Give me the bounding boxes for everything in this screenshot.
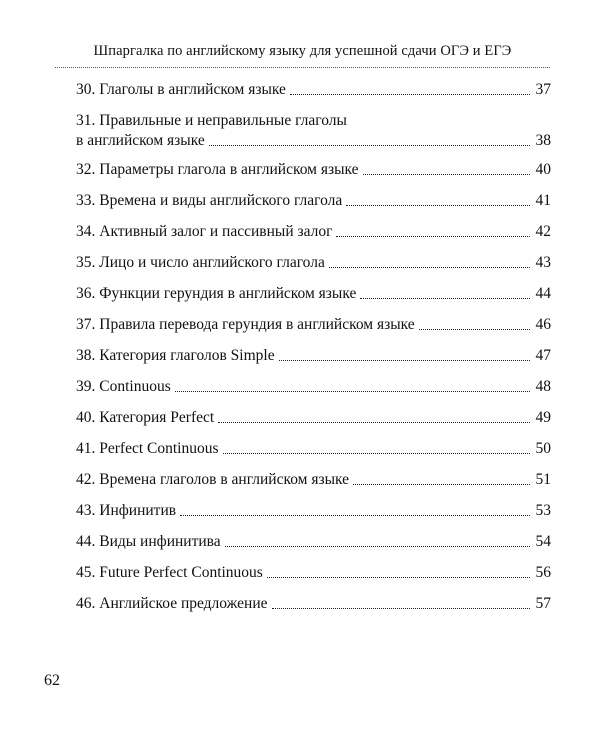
toc-leader-dots bbox=[336, 236, 529, 237]
toc-leader-dots bbox=[175, 391, 530, 392]
toc-leader-dots bbox=[363, 174, 530, 175]
toc-entry-page: 51 bbox=[535, 471, 551, 488]
toc-leader-dots bbox=[290, 94, 530, 95]
toc-entry bbox=[76, 594, 551, 614]
toc-entry bbox=[76, 470, 551, 490]
toc-entry-page: 49 bbox=[535, 409, 551, 426]
toc-entry-page: 41 bbox=[535, 192, 551, 209]
toc-entry bbox=[76, 501, 551, 521]
toc-entry bbox=[76, 377, 551, 397]
toc-entry bbox=[76, 111, 551, 151]
toc-entry bbox=[76, 439, 551, 459]
toc-leader-dots bbox=[225, 546, 530, 547]
toc-entry-page: 46 bbox=[535, 316, 551, 333]
toc-entry-title: 34. Активный залог и пассивный залог bbox=[76, 223, 333, 240]
toc-leader-dots bbox=[218, 422, 529, 423]
toc-entry-title: 30. Глаголы в английском языке bbox=[76, 81, 286, 98]
toc-entry-title: 36. Функции герундия в английском языке bbox=[76, 285, 357, 302]
toc-entry-title: 37. Правила перевода герундия в английском языке bbox=[76, 316, 415, 333]
toc-entry-title: 44. Виды инфинитива bbox=[76, 533, 221, 550]
toc-entry bbox=[76, 80, 551, 100]
toc-entry-title: 42. Времена глаголов в английском языке bbox=[76, 471, 350, 488]
toc-entry bbox=[76, 315, 551, 335]
toc-entry-title: 35. Лицо и число английского глагола bbox=[76, 254, 325, 271]
toc-entry-title: 38. Категория глаголов Simple bbox=[76, 347, 275, 364]
toc-entry-title: 46. Английское предложение bbox=[76, 595, 268, 612]
toc-entry-title: в английском языке bbox=[76, 132, 205, 149]
toc-leader-dots bbox=[329, 267, 530, 268]
toc-entry-page: 42 bbox=[535, 223, 551, 240]
toc-entry-page: 40 bbox=[535, 161, 551, 178]
toc-entry-page: 53 bbox=[535, 502, 551, 519]
toc-entry-title: 45. Future Perfect Continuous bbox=[76, 564, 263, 581]
toc-entry-page: 54 bbox=[535, 533, 551, 550]
header-divider bbox=[55, 67, 550, 68]
toc-entry-title: 33. Времена и виды английского глагола bbox=[76, 192, 343, 209]
toc-entry-page: 44 bbox=[535, 285, 551, 302]
toc-entry bbox=[76, 284, 551, 304]
toc-entry-title: 41. Perfect Continuous bbox=[76, 440, 219, 457]
toc-entry bbox=[76, 160, 551, 180]
toc-leader-dots bbox=[360, 298, 529, 299]
toc-leader-dots bbox=[279, 360, 530, 361]
toc-leader-dots bbox=[223, 453, 530, 454]
page-number: 62 bbox=[44, 672, 60, 689]
toc-entry bbox=[76, 191, 551, 211]
toc-entry-title: 32. Параметры глагола в английском языке bbox=[76, 161, 359, 178]
toc-leader-dots bbox=[272, 608, 530, 609]
toc-entry-page: 48 bbox=[535, 378, 551, 395]
toc-entry-title: 39. Continuous bbox=[76, 378, 171, 395]
toc-entry bbox=[76, 222, 551, 242]
toc-entry-page: 37 bbox=[535, 81, 551, 98]
toc-leader-dots bbox=[419, 329, 530, 330]
toc-entry-page: 38 bbox=[535, 132, 551, 149]
toc-entry-page: 50 bbox=[535, 440, 551, 457]
running-header: Шпаргалка по английскому языку для успешной сдачи ОГЭ и ЕГЭ bbox=[93, 43, 512, 59]
toc-leader-dots bbox=[353, 484, 529, 485]
toc-leader-dots bbox=[180, 515, 529, 516]
toc-entry-page: 43 bbox=[535, 254, 551, 271]
toc-leader-dots bbox=[346, 205, 529, 206]
toc-entry-page: 56 bbox=[535, 564, 551, 581]
toc-leader-dots bbox=[209, 145, 530, 146]
toc-entry bbox=[76, 346, 551, 366]
toc-entry-page: 47 bbox=[535, 347, 551, 364]
toc-entry bbox=[76, 532, 551, 552]
table-of-contents bbox=[76, 80, 551, 625]
toc-entry-title: 40. Категория Perfect bbox=[76, 409, 215, 426]
toc-leader-dots bbox=[267, 577, 530, 578]
toc-entry bbox=[76, 563, 551, 583]
toc-entry bbox=[76, 408, 551, 428]
toc-entry-page: 57 bbox=[535, 595, 551, 612]
toc-entry bbox=[76, 253, 551, 273]
toc-entry-title: 43. Инфинитив bbox=[76, 502, 177, 519]
toc-entry-title-line1: 31. Правильные и неправильные глаголы bbox=[76, 112, 347, 129]
